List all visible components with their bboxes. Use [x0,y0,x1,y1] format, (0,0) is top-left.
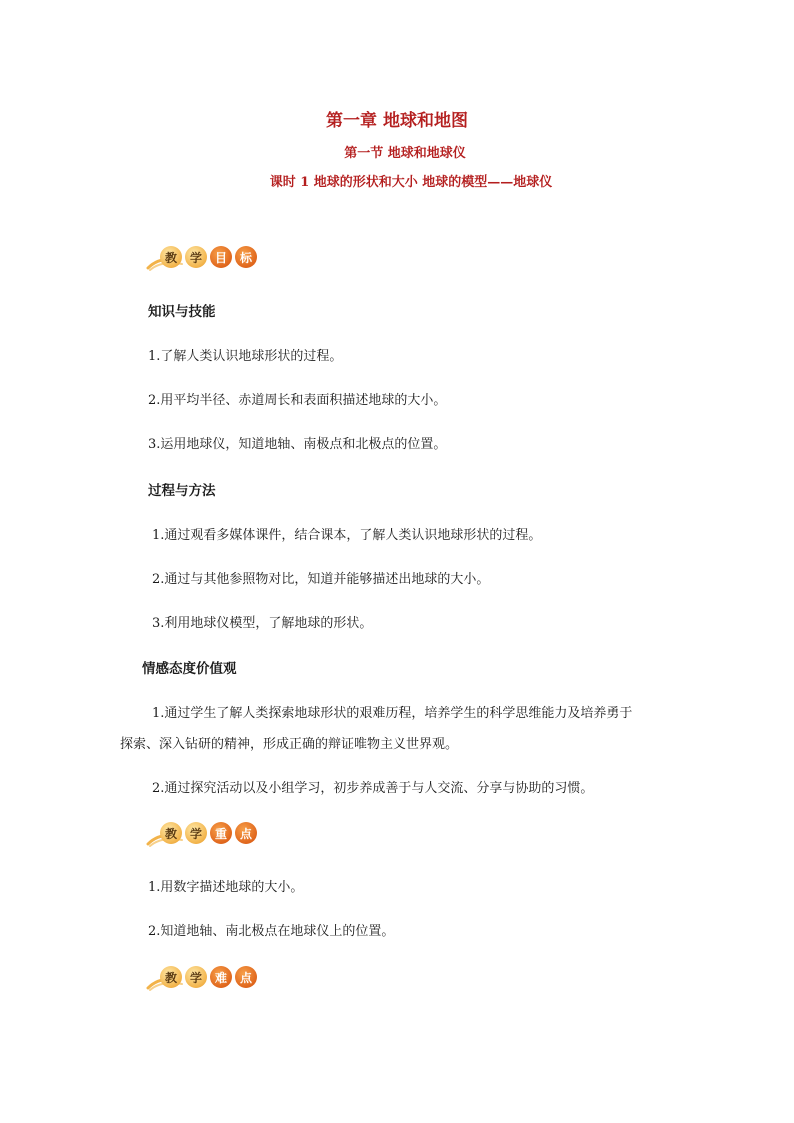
heading-knowledge-skills: 知识与技能 [148,304,216,320]
chapter-title: 第一章 地球和地图 [326,111,468,131]
badge-char: 教 [160,822,182,844]
list-item: 1.了解人类认识地球形状的过程。 [148,349,343,364]
list-item-continuation: 探索、深入钻研的精神，形成正确的辩证唯物主义世界观。 [120,737,459,752]
list-item: 2.知道地轴、南北极点在地球仪上的位置。 [148,924,395,939]
badge-char: 重 [210,822,232,844]
heading-attitude-values: 情感态度价值观 [142,661,237,677]
badge-char: 目 [210,246,232,268]
list-item: 3.运用地球仪，知道地轴、南极点和北极点的位置。 [148,437,447,452]
list-item: 1.通过观看多媒体课件，结合课本，了解人类认识地球形状的过程。 [152,528,542,543]
list-item: 1.通过学生了解人类探索地球形状的艰难历程，培养学生的科学思维能力及培养勇于 [152,706,633,721]
badge-char: 教 [160,966,182,988]
badge-char: 点 [235,966,257,988]
badge-char: 教 [160,246,182,268]
list-item: 2.用平均半径、赤道周长和表面积描述地球的大小。 [148,393,447,408]
lesson-title: 课时 1 地球的形状和大小 地球的模型——地球仪 [269,175,553,190]
list-item: 2.通过探究活动以及小组学习，初步养成善于与人交流、分享与协助的习惯。 [152,781,594,796]
badge-char: 学 [185,246,207,268]
badge-char: 学 [185,966,207,988]
badge-char: 难 [210,966,232,988]
list-item: 3.利用地球仪模型，了解地球的形状。 [152,616,373,631]
badge-char: 学 [185,822,207,844]
list-item: 2.通过与其他参照物对比，知道并能够描述出地球的大小。 [152,572,490,587]
heading-process-methods: 过程与方法 [148,483,216,499]
badge-char: 点 [235,822,257,844]
badge-char: 标 [235,246,257,268]
list-item: 1.用数字描述地球的大小。 [148,880,304,895]
section-title: 第一节 地球和地球仪 [344,146,466,161]
